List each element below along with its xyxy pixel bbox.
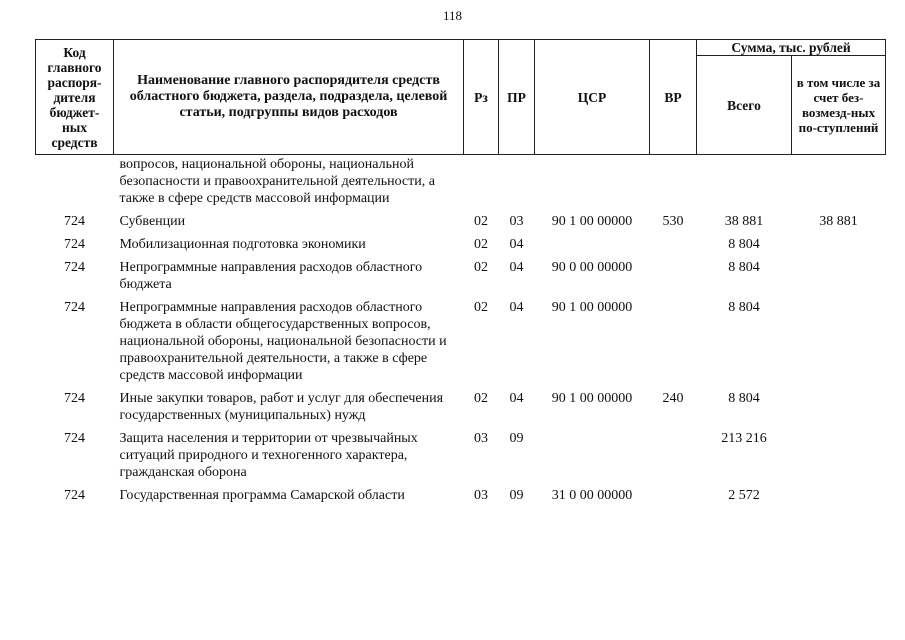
cell-name: Непрограммные направления расходов областного бюджета в области общегосударственных вопросов, национальной обороны, национальной безопасности и правоохранительной деятельности, а также в сфере средств массовой информации — [119, 300, 447, 383]
cell-pr — [499, 155, 535, 211]
header-incl: в том числе за счет без-возмезд-ных по-ступлений — [792, 56, 886, 155]
cell-rz: 03 — [474, 488, 488, 503]
cell-incl — [792, 387, 886, 427]
cell-incl — [792, 427, 886, 484]
cell-total: 38 881 — [724, 214, 764, 229]
table-row — [36, 387, 886, 427]
cell-csr — [535, 233, 650, 256]
cell-incl — [792, 484, 886, 507]
cell-vr: 240 — [662, 391, 684, 406]
cell-total: 8 804 — [728, 300, 760, 315]
table-row — [36, 484, 886, 507]
cell-pr: 04 — [509, 237, 524, 252]
budget-table — [35, 39, 886, 507]
cell-name: Субвенции — [119, 214, 186, 229]
cell-pr: 09 — [509, 488, 524, 503]
table-row — [36, 427, 886, 484]
table-row — [36, 155, 886, 211]
header-pr: ПР — [499, 40, 535, 155]
cell-rz — [464, 155, 499, 211]
cell-code: 724 — [64, 488, 85, 503]
header-total: Всего — [697, 56, 792, 155]
cell-incl: 38 881 — [819, 214, 858, 229]
cell-pr: 04 — [509, 260, 524, 275]
cell-csr: 31 0 00 00000 — [551, 488, 633, 503]
header-code: Код главного распоря-дителя бюджет-ных средств — [36, 40, 114, 155]
cell-total: 2 572 — [728, 488, 760, 503]
cell-incl — [792, 256, 886, 296]
cell-name: Защита населения и территории от чрезвычайных ситуаций природного и техногенного характера, гражданская оборона — [119, 431, 418, 480]
cell-rz: 02 — [474, 237, 488, 252]
table-row — [36, 256, 886, 296]
cell-pr: 04 — [509, 300, 524, 315]
cell-csr: 90 1 00 00000 — [551, 391, 633, 406]
cell-vr — [650, 256, 697, 296]
cell-name: Мобилизационная подготовка экономики — [119, 237, 366, 252]
cell-code: 724 — [64, 260, 85, 275]
header-csr: ЦСР — [535, 40, 650, 155]
cell-vr — [650, 296, 697, 387]
cell-vr: 530 — [662, 214, 684, 229]
cell-name: Государственная программа Самарской области — [119, 488, 405, 503]
cell-pr: 03 — [509, 214, 524, 229]
cell-rz: 02 — [474, 300, 488, 315]
cell-total: 8 804 — [728, 260, 760, 275]
cell-code: 724 — [64, 237, 85, 252]
cell-pr: 09 — [509, 431, 524, 446]
table-row — [36, 233, 886, 256]
table-row — [36, 296, 886, 387]
cell-incl — [792, 155, 886, 211]
cell-total: 213 216 — [721, 431, 767, 446]
cell-incl — [792, 233, 886, 256]
header-rz: Рз — [464, 40, 499, 155]
cell-csr — [535, 155, 650, 211]
header-name: Наименование главного распорядителя средств областного бюджета, раздела, подраздела, целевой статьи, подгруппы видов расходов — [114, 40, 464, 155]
cell-rz: 03 — [474, 431, 488, 446]
cell-name: Непрограммные направления расходов областного бюджета — [119, 260, 423, 292]
cell-vr — [650, 233, 697, 256]
cell-code: 724 — [64, 300, 85, 315]
cell-csr: 90 1 00 00000 — [551, 214, 633, 229]
cell-csr — [535, 427, 650, 484]
cell-code: 724 — [64, 214, 85, 229]
cell-vr — [650, 427, 697, 484]
cell-csr: 90 1 00 00000 — [551, 300, 633, 315]
cell-total: 8 804 — [728, 237, 760, 252]
table-row — [36, 210, 886, 233]
cell-rz: 02 — [474, 214, 488, 229]
cell-code: 724 — [64, 391, 85, 406]
header-sum: Сумма, тыс. рублей — [697, 40, 886, 56]
header-vr: ВР — [650, 40, 697, 155]
cell-code: 724 — [64, 431, 85, 446]
cell-csr: 90 0 00 00000 — [551, 260, 633, 275]
cell-rz: 02 — [474, 260, 488, 275]
page-number: 118 — [442, 8, 463, 23]
cell-name: Иные закупки товаров, работ и услуг для обеспечения государственных (муниципальных) нужд — [119, 391, 444, 423]
cell-incl — [792, 296, 886, 387]
cell-total — [697, 155, 792, 211]
cell-rz: 02 — [474, 391, 488, 406]
cell-vr — [650, 155, 697, 211]
table-header — [36, 40, 886, 155]
table-body — [36, 155, 886, 508]
cell-total: 8 804 — [728, 391, 760, 406]
cell-code — [36, 155, 114, 211]
cell-pr: 04 — [509, 391, 524, 406]
cell-vr — [650, 484, 697, 507]
cell-name: вопросов, национальной обороны, национальной безопасности и правоохранительной деятельности, а также в сфере средств массовой информации — [119, 157, 435, 206]
